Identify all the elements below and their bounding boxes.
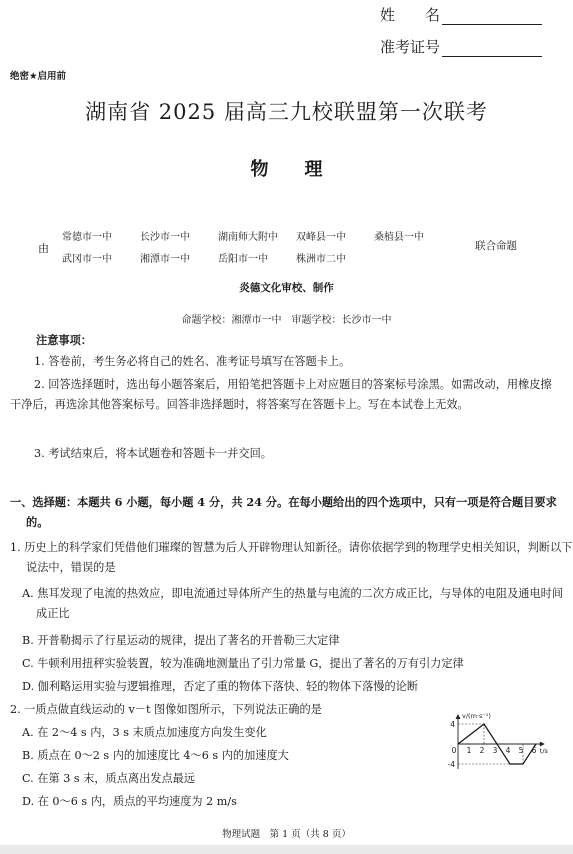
y-axis-arrow <box>456 714 461 719</box>
school-name: 桑植县一中 <box>374 232 424 243</box>
bottom-bar <box>0 845 573 854</box>
question-1-option-b: B. 开普勒揭示了行星运动的规律，提出了著名的开普勒三大定律 <box>22 634 340 647</box>
school-name: 武冈市一中 <box>62 254 112 265</box>
name-field <box>380 4 542 25</box>
school-name: 双峰县一中 <box>296 232 346 243</box>
exam-id-blank <box>442 42 542 57</box>
school-name: 湖南师大附中 <box>218 232 278 243</box>
school-name: 湘潭市一中 <box>140 254 190 265</box>
secret-label: 绝密★启用前 <box>10 71 67 82</box>
y-tick-label: -4 <box>447 760 455 769</box>
notice-heading: 注意事项： <box>36 333 92 347</box>
question-1-option-c: C. 牛顿利用扭秤实验装置，较为准确地测量出了引力常量 G，提出了著名的万有引力定律 <box>22 657 464 670</box>
x-tick-label: 0 <box>451 746 457 755</box>
question-2-option-c: C. 在第 3 s 末，质点离出发点最远 <box>22 772 196 785</box>
question-2-option-b: B. 质点在 0～2 s 内的加速度比 4～6 s 内的加速度大 <box>22 749 289 762</box>
exam-id-label: 准考证号 <box>380 38 441 56</box>
subject-title: 物 理 <box>250 159 323 180</box>
x-tick-label: 2 <box>479 746 485 755</box>
notice-item-3: 3. 考试结束后，将本试题卷和答题卡一并交回。 <box>34 447 272 460</box>
x-tick-label: 6 <box>531 746 537 755</box>
page-footer: 物理试题 第 1 页（共 8 页） <box>222 829 351 840</box>
x-axis-label: t/s <box>539 747 548 755</box>
question-1-stem: 1. 历史上的科学家们凭借他们璀璨的智慧为后人开辟物理认知新径。请你依据学到的物理学史相关知识，判断以下说法中，错误的是 <box>10 541 573 574</box>
section-1-heading: 一、选择题：本题共 6 小题，每小题 4 分，共 24 分。在每小题给出的四个选项中，只有一项是符合题目要求的。 <box>10 495 557 529</box>
joint-label: 联合命题 <box>475 240 517 252</box>
x-tick-label: 3 <box>492 746 498 755</box>
question-1-option-d: D. 伽利略运用实验与逻辑推理，否定了重的物体下落快、轻的物体下落慢的论断 <box>22 680 419 693</box>
question-2-option-a: A. 在 2～4 s 内，3 s 末质点加速度方向发生变化 <box>22 726 267 739</box>
proposer-line: 命题学校：湘潭市一中 审题学校：长沙市一中 <box>181 315 392 326</box>
x-axis-arrow <box>540 742 545 747</box>
question-2-stem: 2. 一质点做直线运动的 v－t 图像如图所示，下列说法正确的是 <box>10 703 322 716</box>
school-name: 常德市一中 <box>62 232 112 243</box>
y-tick-label: 4 <box>450 720 455 729</box>
name-label: 姓 名 <box>380 6 441 24</box>
schools-row-1 <box>62 228 452 243</box>
schools-row-2 <box>62 250 374 265</box>
school-name: 岳阳市一中 <box>218 254 268 265</box>
producer-line: 炎德文化审校、制作 <box>239 282 334 294</box>
question-1-option-a: A. 焦耳发现了电流的热效应，即电流通过导体所产生的热量与电流的二次方成正比，与导体的电阻及通电时间成正比 <box>22 587 564 620</box>
notice-item-2: 2. 回答选择题时，选出每小题答案后，用铅笔把答题卡上对应题目的答案标号涂黑。如需改动，用橡皮擦干净后，再选涂其他答案标号。回答非选择题时，将答案写在答题卡上。写在本试卷上无效。 <box>10 378 552 411</box>
y-axis-label: v/(m·s⁻¹) <box>462 712 491 720</box>
exam-id-field <box>380 36 542 57</box>
vt-chart <box>440 700 570 778</box>
by-label: 由 <box>38 242 49 255</box>
school-name: 长沙市一中 <box>140 232 190 243</box>
x-tick-label: 4 <box>505 746 511 755</box>
question-2-option-d: D. 在 0～6 s 内，质点的平均速度为 2 m/s <box>22 795 237 808</box>
notice-item-1: 1. 答卷前，考生务必将自己的姓名、准考证号填写在答题卡上。 <box>34 355 351 368</box>
x-tick-label: 5 <box>518 746 524 755</box>
x-tick-label: 1 <box>466 746 472 755</box>
exam-title: 湖南省 2025 届高三九校联盟第一次联考 <box>85 100 488 124</box>
name-blank <box>442 10 542 25</box>
school-name: 株洲市二中 <box>296 254 346 265</box>
